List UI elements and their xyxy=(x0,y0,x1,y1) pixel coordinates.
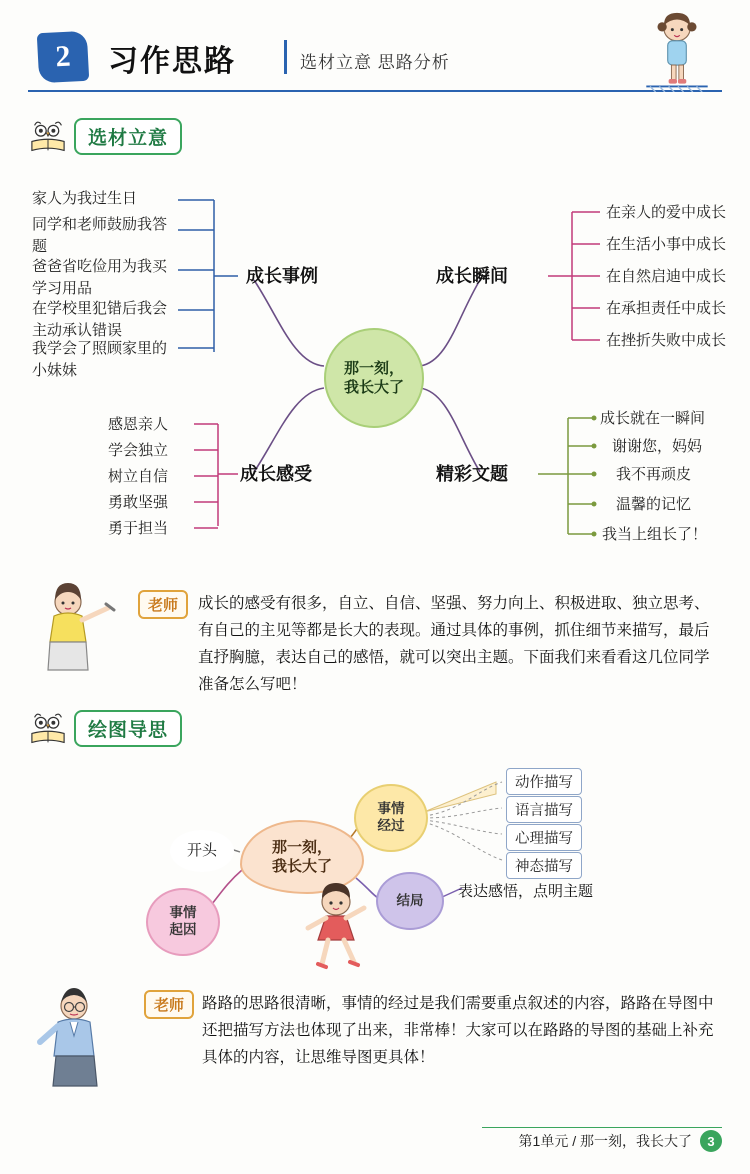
node-start: 开头 xyxy=(170,830,234,872)
teacher-note-1 xyxy=(28,586,722,694)
footer-breadcrumb: 第1单元 / 那一刻，我长大了 xyxy=(518,1133,692,1149)
page-header xyxy=(28,28,722,90)
section-label-selection xyxy=(28,118,182,155)
process-detail-4: 神态描写 xyxy=(506,852,582,879)
process-detail-2: 语言描写 xyxy=(506,796,582,823)
center-line-2: 我长大了 xyxy=(343,379,404,396)
case-item-3: 爸爸省吃俭用为我买学习用品 xyxy=(32,257,168,297)
case-item-2: 同学和老师鼓励我答题 xyxy=(32,215,168,255)
process-line-1: 事情 xyxy=(377,801,405,817)
female-teacher-icon xyxy=(28,582,118,682)
branch-title-titles: 精彩文题 xyxy=(436,464,508,485)
branch-title-feelings: 成长感受 xyxy=(240,464,312,485)
teacher-note-1-text: 成长的感受有很多，自立、自信、坚强、努力向上、积极进取、独立思考、有自己的主见等都是长大的表现。通过具体的事例，抓住细节来描写，最后直抒胸臆，表达自己的感悟，就可以突出主题。下面我们来看看这几位同学准备怎么写吧！ xyxy=(198,594,710,694)
teacher-note-2 xyxy=(28,984,722,1094)
moment-item-2: 在生活小事中成长 xyxy=(606,235,727,253)
cloud-line-2: 我长大了 xyxy=(271,858,332,875)
section-1-title: 选材立意 xyxy=(74,118,182,155)
title-item-4: 温馨的记忆 xyxy=(616,495,692,513)
male-teacher-icon xyxy=(28,984,123,1088)
teacher-note-2-text: 路路的思路很清晰，事情的经过是我们需要重点叙述的内容，路路在导图中还把描写方法也体现了出来，非常棒！大家可以在路路的导图的基础上补充具体的内容，让思维导图更具体！ xyxy=(202,994,714,1067)
title-item-1: 成长就在一瞬间 xyxy=(600,409,706,427)
cloud-line-1: 那一刻， xyxy=(271,838,332,856)
header-divider xyxy=(284,40,287,74)
process-detail-3: 心理描写 xyxy=(506,824,582,851)
title-item-5: 我当上组长了！ xyxy=(602,525,708,543)
feeling-item-5: 勇于担当 xyxy=(108,519,169,537)
title-item-2: 谢谢您，妈妈 xyxy=(612,437,703,455)
owl-book-icon xyxy=(28,120,68,154)
owl-book-icon-2 xyxy=(28,712,68,746)
mindmap-center-node xyxy=(324,328,424,428)
case-item-4: 在学校里犯错后我会主动承认错误 xyxy=(32,299,168,339)
cause-line-2: 起因 xyxy=(169,922,197,937)
node-cause xyxy=(146,888,220,956)
page-subtitle: 选材立意 思路分析 xyxy=(300,53,450,72)
page-number: 3 xyxy=(700,1130,722,1152)
page-title: 习作思路 xyxy=(108,44,236,79)
branch-title-moments: 成长瞬间 xyxy=(436,266,508,287)
page-footer xyxy=(519,1130,722,1152)
girl-illustration-icon xyxy=(642,12,712,92)
case-item-5: 我学会了照顾家里的小妹妹 xyxy=(32,339,168,379)
dancing-girl-icon xyxy=(298,882,378,972)
moment-item-1: 在亲人的爱中成长 xyxy=(606,203,727,221)
center-line-1: 那一刻， xyxy=(343,359,404,377)
moment-item-4: 在承担责任中成长 xyxy=(606,299,727,317)
node-ending: 结局 xyxy=(376,872,444,930)
unit-number-badge: 2 xyxy=(37,31,90,84)
node-process xyxy=(354,784,428,852)
feeling-item-2: 学会独立 xyxy=(108,441,169,459)
footer-rule xyxy=(482,1127,722,1128)
cause-line-1: 事情 xyxy=(169,905,197,921)
ending-detail: 表达感悟，点明主题 xyxy=(458,883,594,900)
feeling-item-4: 勇敢坚强 xyxy=(108,493,169,511)
process-line-2: 经过 xyxy=(377,818,405,833)
section-2-title: 绘图导思 xyxy=(74,710,182,747)
feeling-item-3: 树立自信 xyxy=(108,467,169,485)
mindmap-top xyxy=(28,176,727,571)
case-item-1: 家人为我过生日 xyxy=(32,189,138,207)
teacher-label-2: 老师 xyxy=(144,990,194,1019)
moment-item-5: 在挫折失败中成长 xyxy=(606,331,727,349)
branch-title-cases: 成长事例 xyxy=(246,266,318,287)
teacher-label-1: 老师 xyxy=(138,590,188,619)
header-rule xyxy=(28,90,722,92)
moment-item-3: 在自然启迪中成长 xyxy=(606,267,727,285)
feeling-item-1: 感恩亲人 xyxy=(108,415,169,433)
process-detail-1: 动作描写 xyxy=(506,768,582,795)
mindmap-bottom xyxy=(28,742,722,972)
title-item-3: 我不再顽皮 xyxy=(616,465,692,483)
